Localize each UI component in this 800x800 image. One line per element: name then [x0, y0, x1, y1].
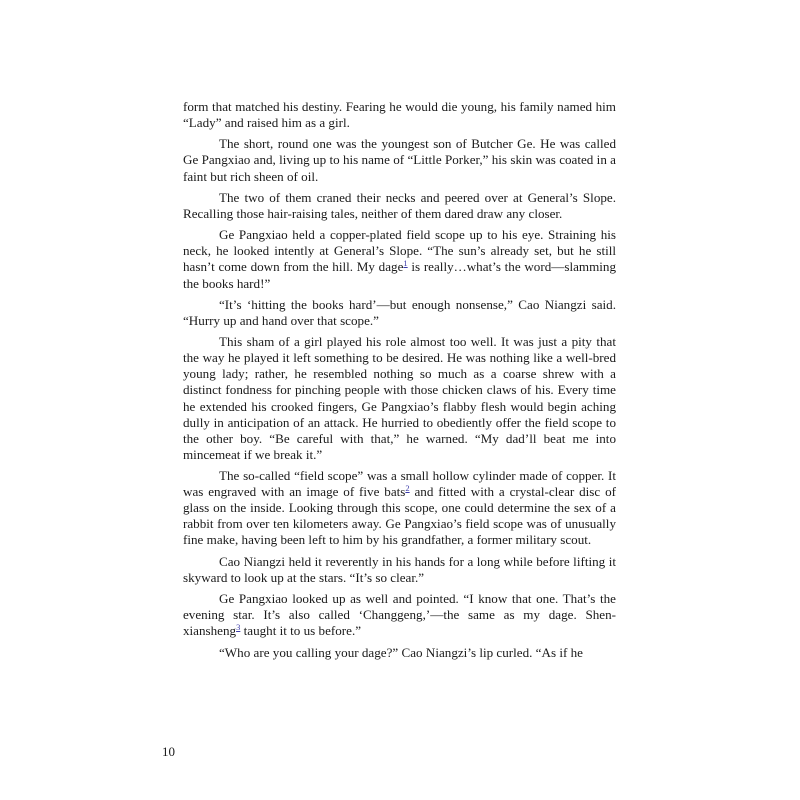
paragraph-text: Ge Pangxiao held a copper-plated field scope up to his eye. Straining his neck, he looked intently at General’s Slope. “The sun’s already set, but he still hasn’t come down from the hill. My dage	[183, 227, 616, 275]
footnote-link[interactable]: 3	[236, 622, 241, 633]
body-text	[183, 99, 616, 661]
paragraph-text: Ge Pangxiao looked up as well and pointed. “I know that one. That’s the evening star. It’s also called ‘Changgeng,’—the same as my dage. Shen-xiansheng	[183, 591, 616, 639]
paragraph	[183, 591, 616, 639]
paragraph	[183, 136, 616, 184]
paragraph-text: “Who are you calling your dage?” Cao Niangzi’s lip curled. “As if he	[219, 644, 583, 660]
paragraph	[183, 468, 616, 548]
paragraph-text: is really…what’s the word—slamming the books hard!”	[183, 259, 617, 291]
paragraph	[183, 297, 616, 329]
paragraph-text: and fitted with a crystal-clear disc of glass on the inside. Looking through this scope, one could determine the sex of a rabbit from over ten kilometers away. Ge Pangxiao’s field scope was of unusually fine make, having been left to him by his grandfather, a former military scout.	[183, 484, 616, 548]
footnote-link[interactable]: 2	[405, 483, 410, 494]
paragraph	[183, 645, 616, 661]
paragraph	[183, 190, 616, 222]
footnote-link[interactable]: 1	[403, 258, 408, 269]
paragraph-text: Cao Niangzi held it reverently in his hands for a long while before lifting it skyward to look up at the stars. “It’s so clear.”	[183, 553, 616, 585]
paragraph	[183, 99, 616, 131]
paragraph	[183, 554, 616, 586]
page-number: 10	[162, 744, 175, 759]
paragraph-text: form that matched his destiny. Fearing he would die young, his family named him “Lady” and raised him as a girl.	[183, 99, 616, 131]
paragraph-text: This sham of a girl played his role almost too well. It was just a pity that the way he played it left something to be desired. He was nothing like a well-bred young lady; rather, he resembled nothing so much as a coarse shrew with a distinct fondness for pinching people with those chicken claws of his. Every time he extended his crooked fingers, Ge Pangxiao’s flabby flesh would begin aching dully in anticipation of an attack. He hurried to obediently offer the field scope to the other boy. “Be careful with that,” he warned. “My dad’ll beat me into mincemeat if we break it.”	[183, 334, 616, 462]
paragraph-text: The so-called “field scope” was a small hollow cylinder made of copper. It was engraved with an image of five bats	[183, 468, 616, 500]
paragraph-text: The two of them craned their necks and peered over at General’s Slope. Recalling those hair-raising tales, neither of them dared draw any closer.	[183, 189, 616, 221]
paragraph-text: The short, round one was the youngest son of Butcher Ge. He was called Ge Pangxiao and, living up to his name of “Little Porker,” his skin was coated in a faint but rich sheen of oil.	[183, 136, 616, 184]
paragraph-text: “It’s ‘hitting the books hard’—but enough nonsense,” Cao Niangzi said. “Hurry up and hand over that scope.”	[183, 296, 616, 328]
paragraph	[183, 334, 616, 463]
paragraph-text: taught it to us before.”	[240, 623, 362, 639]
paragraph	[183, 227, 616, 291]
